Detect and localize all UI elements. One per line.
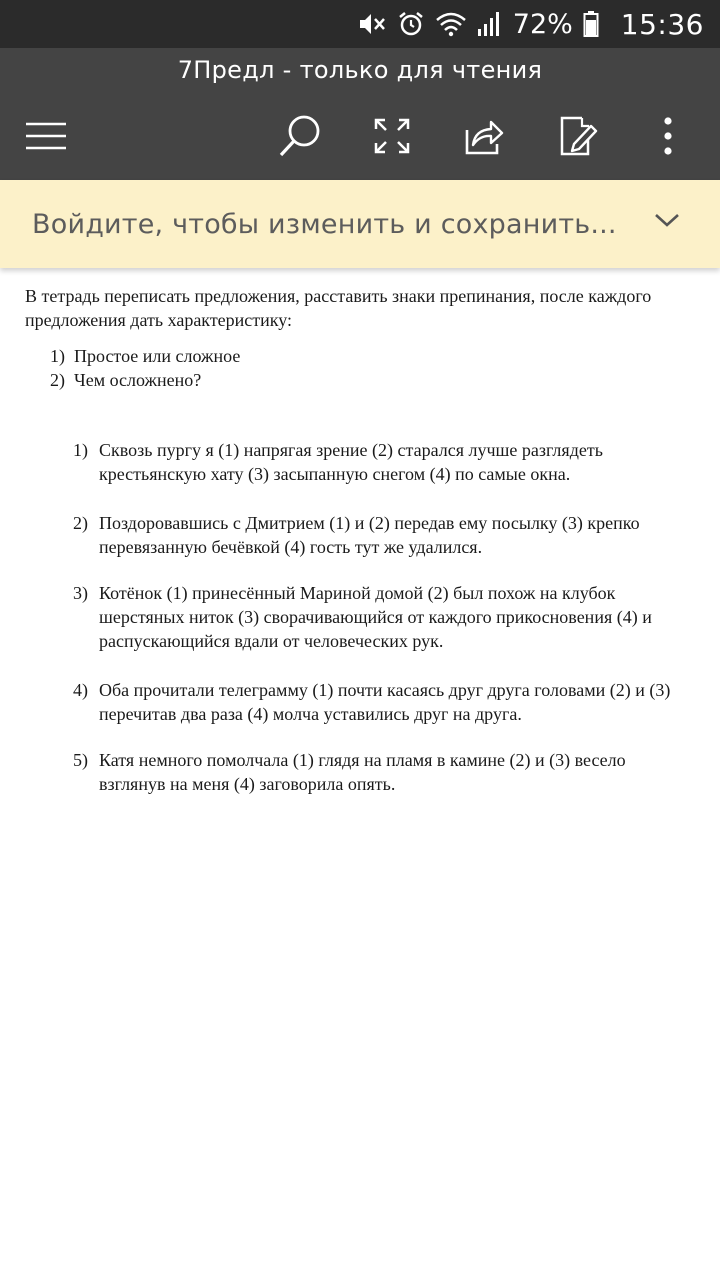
battery-icon (583, 10, 599, 38)
list-item-text: Поздоровавшись с Дмитрием (1) и (2) передав ему посылку (3) крепко перевязанную бечёвкой (4) гость тут же удалился. (99, 513, 640, 557)
share-button[interactable] (458, 110, 510, 162)
list-item-text: Катя немного помолчала (1) глядя на пламя в камине (2) и (3) весело взглянув на меня (4) заговорила опять. (99, 750, 626, 794)
menu-icon (24, 121, 68, 151)
list-item (73, 678, 673, 726)
list-item-text: Чем осложнено? (74, 370, 202, 390)
mute-icon (357, 10, 387, 38)
more-icon (662, 116, 674, 156)
list-item-number: 4) (73, 680, 88, 700)
fullscreen-button[interactable] (366, 110, 418, 162)
more-options-button[interactable] (642, 110, 694, 162)
search-icon (277, 113, 323, 159)
list-item-number: 2) (73, 513, 88, 533)
document-title: 7Предл - только для чтения (177, 56, 543, 84)
signin-banner-text: Войдите, чтобы изменить и сохранить... (32, 208, 617, 240)
list-item (73, 581, 673, 653)
list-item-number: 5) (73, 750, 88, 770)
list-item-number: 1) (50, 346, 65, 366)
list-item-text: Простое или сложное (74, 346, 241, 366)
signin-banner[interactable] (0, 180, 720, 268)
fullscreen-icon (373, 117, 411, 155)
signal-icon (477, 11, 501, 37)
intro-paragraph: В тетрадь переписать предложения, расставить знаки препинания, после каждого предложения дать характеристику: (25, 286, 652, 330)
menu-button[interactable] (20, 110, 72, 162)
app-bar (0, 48, 720, 180)
list-item (73, 748, 673, 796)
list-item-number: 1) (73, 440, 88, 460)
clock: 15:36 (620, 7, 704, 41)
list-item (73, 438, 673, 486)
list-item-text: Котёнок (1) принесённый Мариной домой (2) был похож на клубок шерстяных ниток (3) сворачивающийся от каждого прикосновения (4) и распускающийся вдали от человеческих рук. (99, 583, 652, 651)
list-item-text: Сквозь пургу я (1) напрягая зрение (2) старался лучше разглядеть крестьянскую хату (3) засыпанную снегом (4) по самые окна. (99, 440, 603, 484)
battery-percentage: 72% (512, 8, 573, 40)
list-item (73, 511, 673, 559)
wifi-icon (435, 11, 467, 37)
status-bar (0, 0, 720, 48)
chevron-down-icon[interactable] (654, 212, 680, 233)
list-item (50, 368, 240, 392)
list-item-text: Оба прочитали телеграмму (1) почти касаясь друг друга головами (2) и (3) перечитав два раза (4) молча уставились друг на друга. (99, 680, 671, 724)
question-list (50, 344, 240, 392)
list-item-number: 2) (50, 370, 65, 390)
search-button[interactable] (274, 110, 326, 162)
list-item (50, 344, 240, 368)
edit-button[interactable] (552, 110, 604, 162)
list-item-number: 3) (73, 583, 88, 603)
alarm-icon (397, 10, 425, 38)
share-icon (463, 116, 505, 156)
edit-icon (558, 115, 598, 157)
